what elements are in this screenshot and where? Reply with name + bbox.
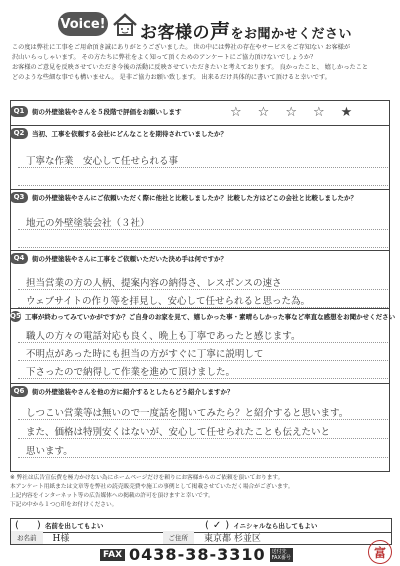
star-icon: ★ xyxy=(340,105,353,120)
house-icon xyxy=(112,13,138,37)
answer-5-line3: 下さったので納得して作業を進めて頂けました。 xyxy=(18,361,388,379)
fax-label: FAX xyxy=(100,549,125,561)
answer-line xyxy=(18,230,388,248)
question-6: Q6 街の外壁塗装やさんを他の方に紹介するとしたらどう紹介しますか？ xyxy=(10,383,390,398)
answer-5-line2: 不明点があった時にも担当の方がすぐに丁寧に説明して xyxy=(18,343,388,361)
question-5: Q5 工事が終わってみていかがですか？ご自身のお家を見て、嬉しかった事・素晴らしかった事など率直な感想をお聞かせください xyxy=(10,308,390,323)
company-stamp: 富 xyxy=(368,540,392,564)
fax-block xyxy=(100,545,293,564)
name-label: お名前 xyxy=(11,531,43,544)
question-3: Q3 街の外壁塗装やさんにご依頼いただく際に他社と比較しましたか？比較した方はどこの会社と比較しましたか？ xyxy=(10,189,390,204)
address-value: 東京都 杉並区 xyxy=(204,534,261,544)
answer-4-line2: ウェブサイトの作り等を拝見し、安心して任せられると思った為。 xyxy=(18,290,388,308)
fax-number: 0438-38-3310 xyxy=(129,545,266,564)
star-icon: ☆ xyxy=(230,105,242,120)
answer-6-line3: 思います。 xyxy=(18,440,388,458)
voice-badge: Voice! xyxy=(58,12,108,36)
customer-info xyxy=(10,531,392,545)
answer-4: 担当営業の方の人柄、提案内容の納得さ、レスポンスの速さ xyxy=(18,272,388,290)
address-label: ご住所 xyxy=(163,531,195,544)
page-title: お客様の声をお聞かせください xyxy=(140,19,353,43)
choice-initial[interactable]: ( ✓ ) イニシャルなら出してもよい xyxy=(205,520,318,531)
question-2: Q2 当初、工事を依頼する会社にどんなことを期待されていましたか？ xyxy=(10,125,390,140)
star-icon: ☆ xyxy=(257,105,270,120)
name-value: H様 xyxy=(52,534,70,544)
answer-6-line2: また、価格は特別安くはないが、安心して任せられたことも伝えたいと xyxy=(18,421,388,439)
answer-line xyxy=(18,168,388,186)
rating-stars xyxy=(230,105,352,120)
star-icon: ☆ xyxy=(285,105,297,120)
question-1: Q1 街の外壁塗装やさんを５段階で評価をお願いします ☆ ☆ ☆ ☆ ★ xyxy=(10,104,390,118)
question-4: Q4 街の外壁塗装やさんに工事をご依頼いただいた決め手は何ですか？ xyxy=(10,250,390,265)
footer-notes: ※ 弊社は広告宣伝費を極力かけない為にホームページだけを頼りにお客様からのご依頼を頂いております。 本アンケート用紙または文章等を弊社の読売販売費や施工の事例として掲載させていただく場合がございます。 上記内容をインターネット等の広告媒体への掲載の許可を頂けますと幸いです。 下記の中から１つ○印をお付けください。 xyxy=(10,475,294,508)
fax-tag: 送付先 FAX番号 xyxy=(271,548,291,561)
answer-2: 丁寧な作業 安心して任せられる事 xyxy=(18,150,388,168)
answer-6: しつこい営業等は無いので一度話を聞いてみたら？と紹介すると思います。 xyxy=(18,402,388,420)
answer-3: 地元の外壁塗装会社（３社） xyxy=(18,212,388,230)
choice-name[interactable]: ( ) 名前を出してもよい xyxy=(15,520,104,531)
answer-5: 職人の方々の電話対応も良く、晩上も丁寧であったと感じます。 xyxy=(18,325,388,343)
intro-text: この度は弊社に工事をご用命頂き誠にありがとうございました。 世の中には弊社の存在やサービスをご存知ない お客様が 沢山いらっしゃいます。 その方たちに弊社をよく知って頂くためのアンケートにご協力頂けないでしょうか？ お客様のご意見を反映させていただき今後の活動に反映させていただきたいと考えております。 良かったこと、 嬉しかったこと どのような些細な事でも構いません。 是非ご協力お願い致します。 出来るだけ具体的に書いて頂けると幸いです。 xyxy=(12,44,369,81)
star-icon: ☆ xyxy=(312,105,325,120)
